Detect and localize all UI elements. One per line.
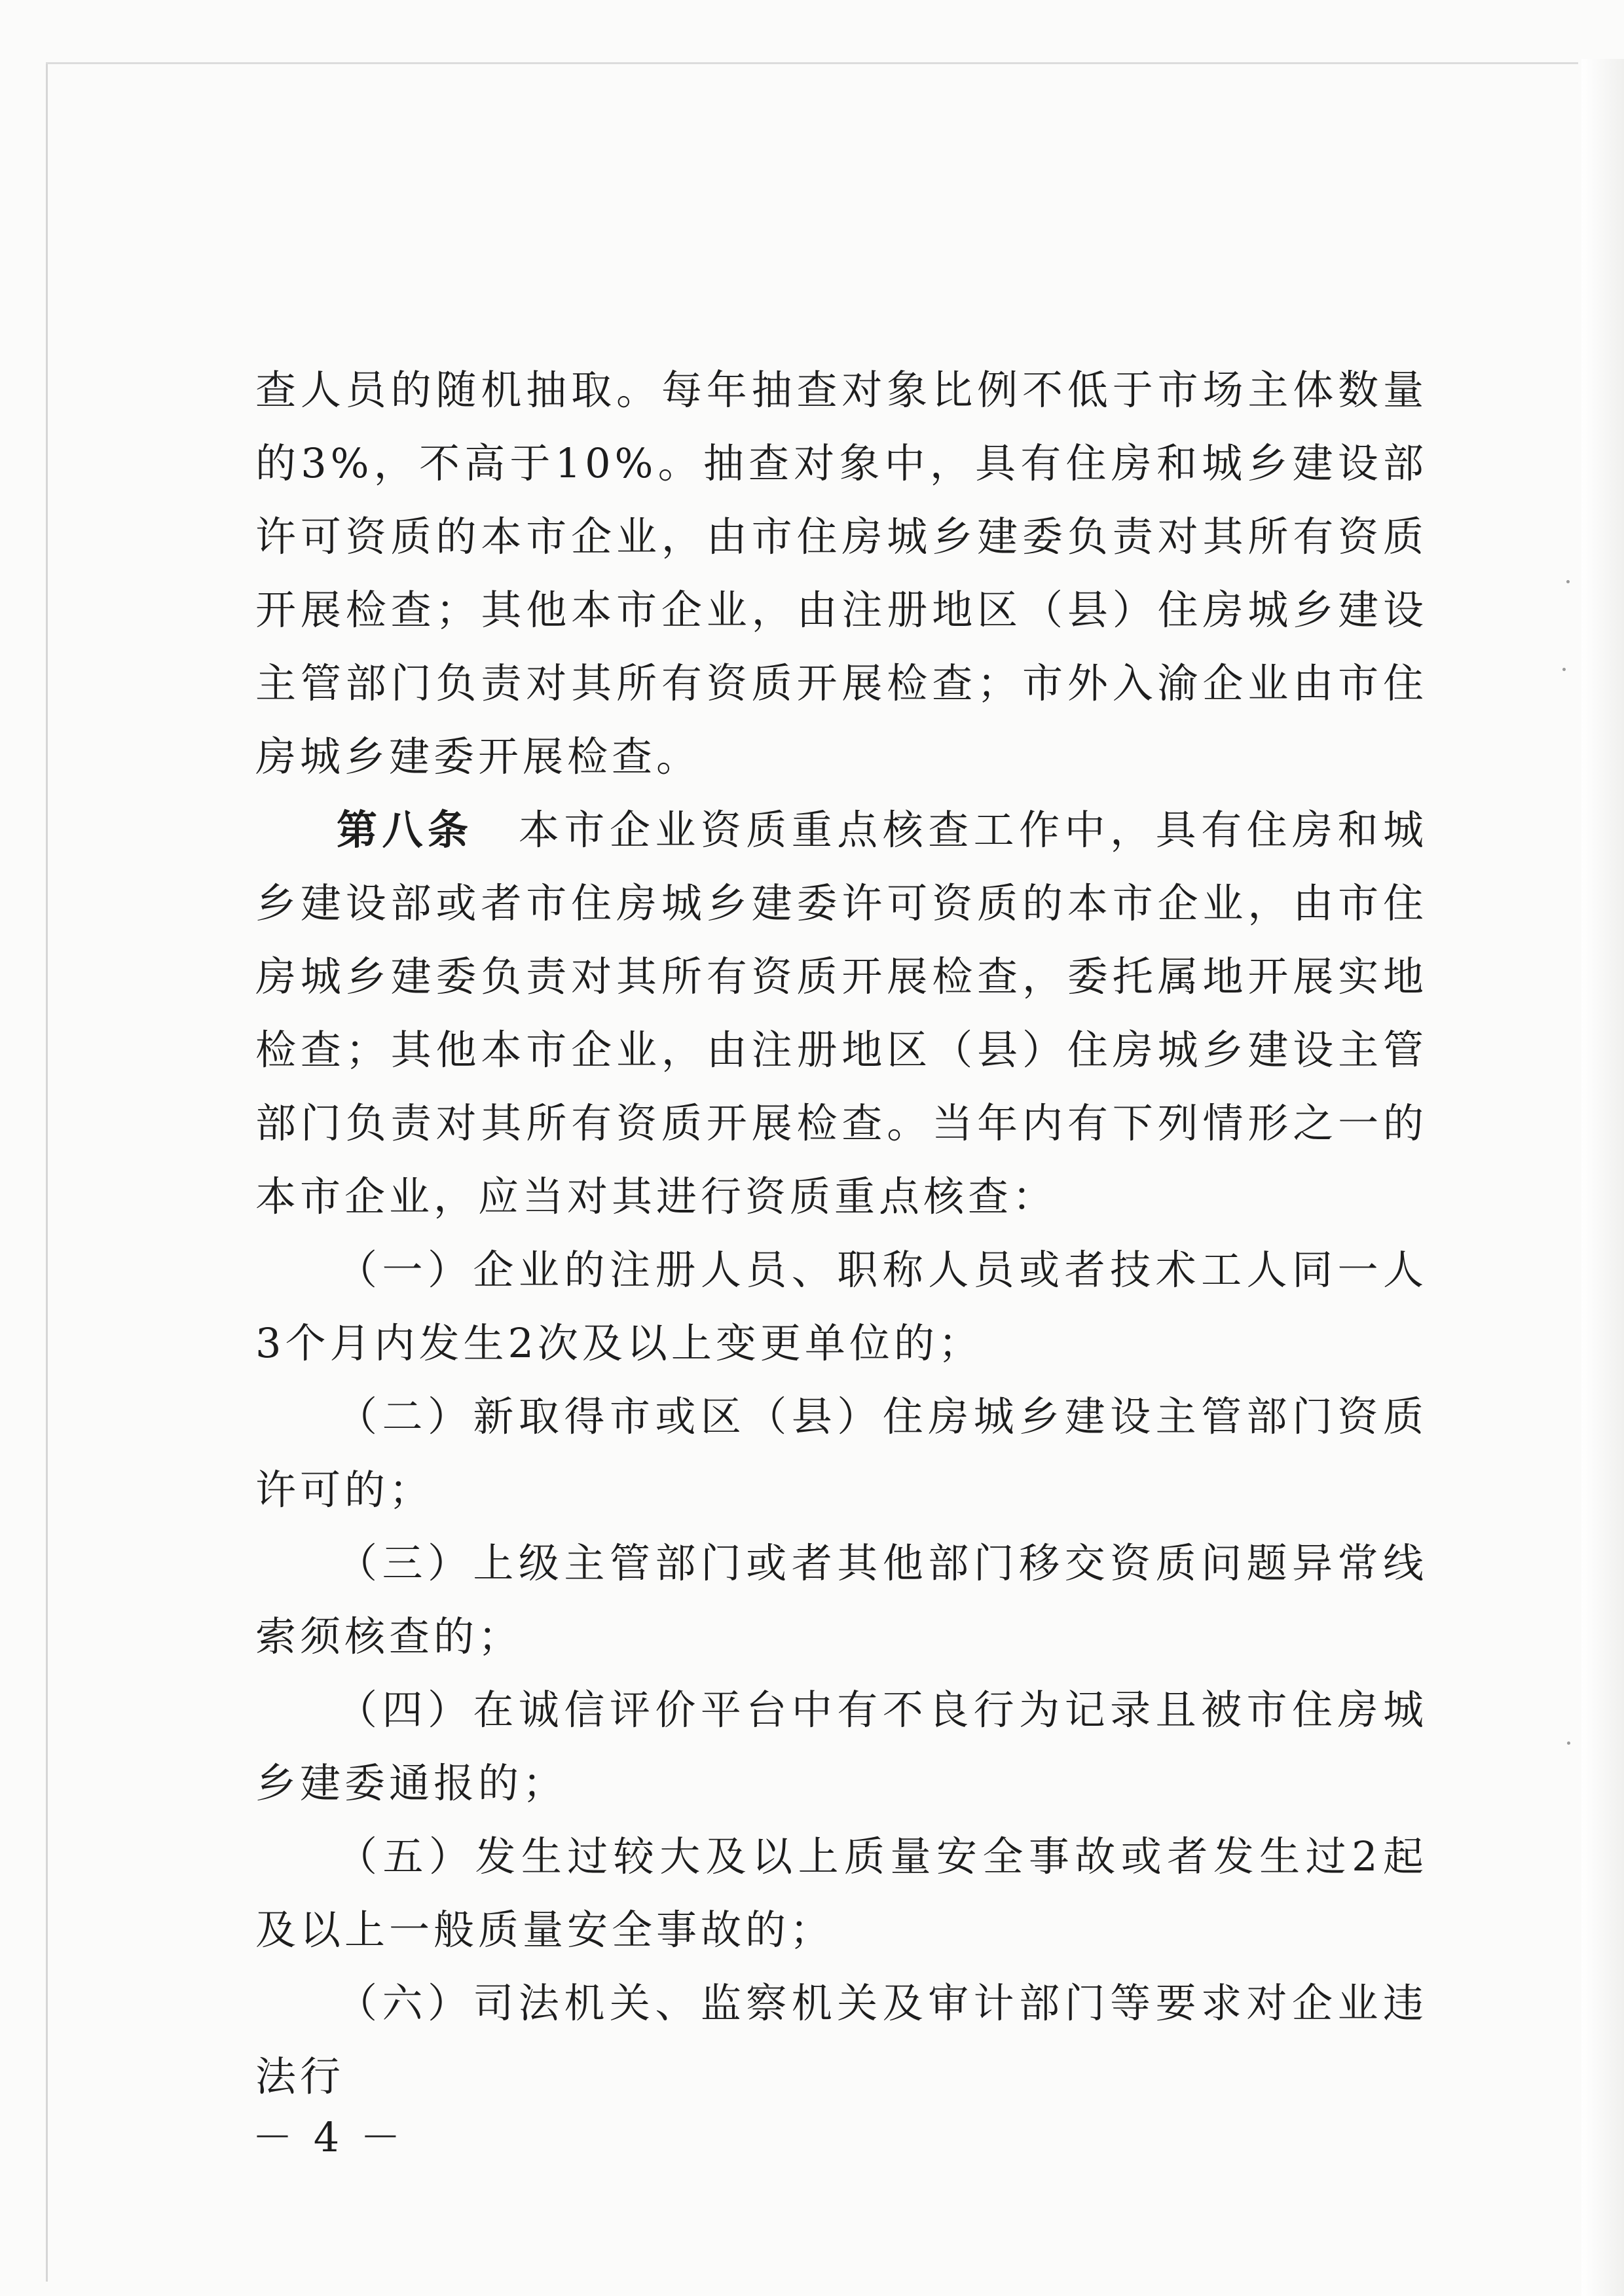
list-item-text: （六）司法机关、监察机关及审计部门等要求对企业违法行 <box>255 1979 1428 2100</box>
paragraph-article-8 <box>255 793 1428 1233</box>
paragraph-text: 本市企业资质重点核查工作中，具有住房和城乡建设部或者市住房城乡建委许可资质的本市企业，由市住房城乡建委负责对其所有资质开展检查，委托属地开展实地检查；其他本市企业，由注册地区（县）住房城乡建设主管部门负责对其所有资质开展检查。当年内有下列情形之一的本市企业，应当对其进行资质重点核查： <box>255 806 1428 1220</box>
scan-right-shadow <box>1581 59 1624 2296</box>
document-body <box>255 354 1428 2113</box>
list-item-text: （四）在诚信评价平台中有不良行为记录且被市住房城乡建委通报的； <box>255 1686 1428 1807</box>
paragraph-text: 查人员的随机抽取。每年抽查对象比例不低于市场主体数量的3%，不高于10%。抽查对象中，具有住房和城乡建设部许可资质的本市企业，由市住房城乡建委负责对其所有资质开展检查；其他本市企业，由注册地区（县）住房城乡建设主管部门负责对其所有资质开展检查；市外入渝企业由市住房城乡建委开展检查。 <box>255 366 1428 780</box>
scan-top-edge <box>46 62 1578 64</box>
scan-speck <box>1566 580 1570 583</box>
list-item-1 <box>255 1233 1428 1380</box>
list-item-4 <box>255 1673 1428 1820</box>
article-heading: 第八条 <box>337 806 473 854</box>
scan-speck <box>1567 1741 1570 1745</box>
list-item-3 <box>255 1527 1428 1673</box>
scan-speck <box>1562 668 1566 671</box>
paragraph-continuation <box>255 354 1428 793</box>
list-item-5 <box>255 1820 1428 1967</box>
list-item-6 <box>255 1967 1428 2113</box>
list-item-text: （三）上级主管部门或者其他部门移交资质问题异常线索须核查的； <box>255 1539 1428 1660</box>
page-number: － 4 － <box>252 2113 405 2161</box>
list-item-text: （一）企业的注册人员、职称人员或者技术工人同一人3个月内发生2次及以上变更单位的； <box>255 1246 1428 1367</box>
list-item-text: （二）新取得市或区（县）住房城乡建设主管部门资质许可的； <box>255 1393 1428 1514</box>
list-item-2 <box>255 1380 1428 1527</box>
list-item-text: （五）发生过较大及以上质量安全事故或者发生过2起及以上一般质量安全事故的； <box>255 1832 1428 1954</box>
scan-left-edge <box>46 62 48 2282</box>
